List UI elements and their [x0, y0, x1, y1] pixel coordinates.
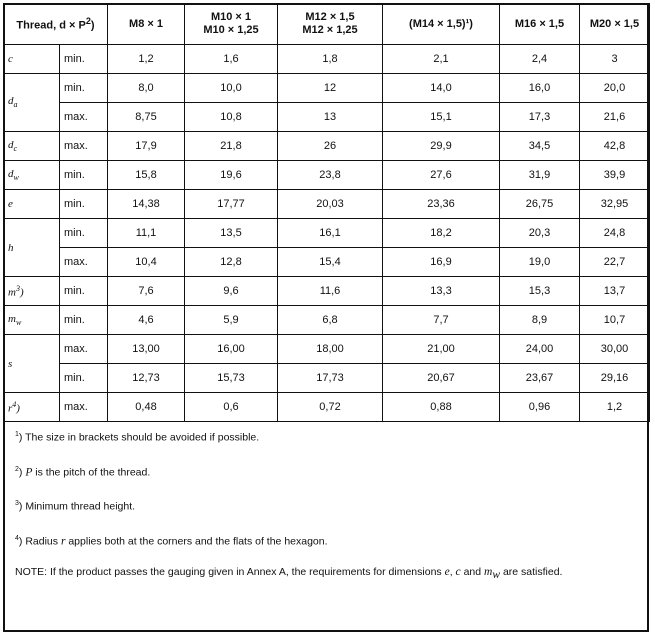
limit-cell: min.	[60, 306, 108, 335]
header-col	[580, 4, 650, 45]
table-note	[15, 566, 637, 582]
table-row	[4, 161, 650, 190]
symbol-superscript: 3	[15, 283, 20, 293]
table-row	[4, 364, 650, 393]
value-cell: 14,0	[383, 74, 500, 103]
symbol-cell	[4, 219, 60, 277]
value-cell: 24,8	[580, 219, 650, 248]
value-cell: 20,0	[580, 74, 650, 103]
symbol-cell	[4, 74, 60, 132]
value-cell: 29,9	[383, 132, 500, 161]
footnote-4: $^4$) Radius r applies both at the corners and the flats of the hexagon.	[15, 534, 328, 547]
value-cell: 16,00	[185, 335, 278, 364]
symbol-letter: d	[8, 167, 14, 180]
limit-cell: min.	[60, 74, 108, 103]
value-cell: 13,00	[108, 335, 185, 364]
value-cell: 13	[278, 103, 383, 132]
value-cell: 17,73	[278, 364, 383, 393]
footnote-variable: r	[60, 535, 66, 547]
table-row	[4, 45, 650, 74]
value-cell: 16,0	[500, 74, 580, 103]
symbol-letter: m	[8, 312, 16, 325]
header-col-line: M10 × 1	[210, 11, 252, 23]
header-col-line: M12 × 1,5	[305, 11, 355, 23]
symbol-subscript: w	[15, 318, 22, 328]
value-cell: 10,8	[185, 103, 278, 132]
symbol-cell: $m^3$)	[4, 277, 60, 306]
symbol-letter: s	[8, 357, 13, 370]
value-cell: 10,4	[108, 248, 185, 277]
value-cell: 5,9	[185, 306, 278, 335]
header-col	[278, 4, 383, 45]
value-cell: 22,7	[580, 248, 650, 277]
value-cell: 39,9	[580, 161, 650, 190]
symbol-cell	[4, 335, 60, 393]
symbol-letter: r	[8, 402, 13, 415]
value-cell: 4,6	[108, 306, 185, 335]
value-cell: 20,03	[278, 190, 383, 219]
note-variable: e	[444, 566, 450, 578]
table-row	[4, 190, 650, 219]
note-text: NOTE: If the product passes the gauging given in Annex A, the requirements for dimensions	[15, 566, 442, 578]
value-cell: 20,67	[383, 364, 500, 393]
thread-dimension-table	[3, 3, 650, 422]
limit-cell: min.	[60, 161, 108, 190]
value-cell: 15,3	[500, 277, 580, 306]
symbol-letter: c	[8, 53, 13, 65]
symbol-letter: m	[8, 286, 16, 299]
note-variable-sub: w	[492, 569, 501, 582]
symbol-cell	[4, 190, 60, 219]
limit-cell: max.	[60, 248, 108, 277]
limit-cell: max.	[60, 103, 108, 132]
footnote-2: $^2$) P is the pitch of the thread.	[15, 465, 151, 478]
footnote-mark: 1	[15, 431, 19, 438]
note-variable: m	[484, 566, 493, 578]
value-cell: 3	[580, 45, 650, 74]
table-row	[4, 103, 650, 132]
value-cell: 12,73	[108, 364, 185, 393]
limit-cell: min.	[60, 219, 108, 248]
header-col-line: (M14 × 1,5)¹)	[409, 17, 473, 30]
header-col	[108, 4, 185, 45]
note-text: ,	[449, 566, 453, 578]
value-cell: 17,9	[108, 132, 185, 161]
symbol-cell	[4, 45, 60, 74]
value-cell: 21,00	[383, 335, 500, 364]
symbol-cell: $r^4$)	[4, 393, 60, 422]
table-row	[4, 393, 650, 422]
value-cell: 1,6	[185, 45, 278, 74]
value-cell: 12,8	[185, 248, 278, 277]
note-text: and	[463, 566, 482, 578]
table-row	[4, 219, 650, 248]
dimension-table-sheet	[3, 3, 649, 632]
value-cell: 8,75	[108, 103, 185, 132]
header-col	[383, 4, 500, 45]
footnote-text: Minimum thread height.	[25, 500, 136, 513]
header-col-line: M8 × 1	[129, 17, 163, 30]
table-row	[4, 248, 650, 277]
value-cell: 13,5	[185, 219, 278, 248]
value-cell: 31,9	[500, 161, 580, 190]
header-thread-sup: 2	[85, 16, 91, 27]
table-row	[4, 74, 650, 103]
value-cell: 15,4	[278, 248, 383, 277]
value-cell: 24,00	[500, 335, 580, 364]
value-cell: 1,2	[108, 45, 185, 74]
value-cell: 17,77	[185, 190, 278, 219]
symbol-superscript: 4	[12, 399, 17, 409]
limit-cell: max.	[60, 335, 108, 364]
footnote-1: $^1$) The size in brackets should be avoided if possible.	[15, 431, 260, 444]
value-cell: 0,88	[383, 393, 500, 422]
value-cell: 0,96	[500, 393, 580, 422]
value-cell: 32,95	[580, 190, 650, 219]
symbol-letter: e	[8, 198, 13, 210]
value-cell: 23,36	[383, 190, 500, 219]
value-cell: 14,38	[108, 190, 185, 219]
header-thread-close: )	[90, 19, 95, 32]
value-cell: 2,4	[500, 45, 580, 74]
value-cell: 12	[278, 74, 383, 103]
table-row	[4, 132, 650, 161]
header-thread-label: Thread, d × P	[16, 19, 86, 32]
value-cell: 8,9	[500, 306, 580, 335]
value-cell: 7,7	[383, 306, 500, 335]
value-cell: 19,6	[185, 161, 278, 190]
limit-cell: min.	[60, 45, 108, 74]
header-row	[4, 4, 650, 45]
value-cell: 0,48	[108, 393, 185, 422]
value-cell: 15,8	[108, 161, 185, 190]
value-cell: 2,1	[383, 45, 500, 74]
value-cell: 11,1	[108, 219, 185, 248]
table-body	[4, 45, 650, 422]
symbol-cell	[4, 161, 60, 190]
footnote-text: Radius	[25, 535, 59, 547]
header-col-line: M10 × 1,25	[203, 24, 259, 36]
footnote-variable: P	[25, 466, 33, 478]
symbol-cell	[4, 132, 60, 161]
value-cell: 19,0	[500, 248, 580, 277]
symbol-letter: d	[8, 95, 14, 108]
limit-cell: min.	[60, 364, 108, 393]
value-cell: 16,9	[383, 248, 500, 277]
value-cell: 13,3	[383, 277, 500, 306]
symbol-letter: h	[8, 241, 14, 254]
value-cell: 15,1	[383, 103, 500, 132]
symbol-letter: d	[8, 138, 14, 151]
value-cell: 9,6	[185, 277, 278, 306]
symbol-subscript: w	[13, 173, 19, 183]
value-cell: 0,6	[185, 393, 278, 422]
value-cell: 10,0	[185, 74, 278, 103]
note-variable: c	[455, 566, 461, 578]
footnote-text: The size in brackets should be avoided if possible.	[25, 431, 260, 444]
header-thread	[4, 4, 108, 45]
value-cell: 0,72	[278, 393, 383, 422]
limit-cell: max.	[60, 132, 108, 161]
value-cell: 18,00	[278, 335, 383, 364]
footnote-mark: 4	[15, 534, 19, 542]
value-cell: 23,67	[500, 364, 580, 393]
value-cell: 1,8	[278, 45, 383, 74]
header-col-line: M12 × 1,25	[302, 24, 358, 36]
symbol-subscript: c	[13, 144, 18, 154]
footnote-mark: 2	[15, 465, 19, 473]
value-cell: 29,16	[580, 364, 650, 393]
value-cell: 10,7	[580, 306, 650, 335]
value-cell: 16,1	[278, 219, 383, 248]
value-cell: 26,75	[500, 190, 580, 219]
symbol-subscript: a	[13, 100, 18, 110]
value-cell: 30,00	[580, 335, 650, 364]
limit-cell: min.	[60, 190, 108, 219]
note-text: are satisfied.	[502, 566, 563, 578]
footnote-mark: 3	[15, 500, 19, 507]
header-col-line: M16 × 1,5	[514, 17, 565, 30]
footnote-3: $^3$) Minimum thread height.	[15, 500, 136, 513]
table-row	[4, 277, 650, 306]
value-cell: 15,73	[185, 364, 278, 393]
limit-cell: max.	[60, 393, 108, 422]
table-row	[4, 306, 650, 335]
value-cell: 13,7	[580, 277, 650, 306]
table-row	[4, 335, 650, 364]
value-cell: 42,8	[580, 132, 650, 161]
value-cell: 23,8	[278, 161, 383, 190]
value-cell: 11,6	[278, 277, 383, 306]
footnotes	[5, 422, 647, 582]
footnote-text: is the pitch of the thread.	[35, 466, 151, 478]
footnote-text: applies both at the corners and the flats of the hexagon.	[68, 535, 328, 547]
value-cell: 34,5	[500, 132, 580, 161]
value-cell: 26	[278, 132, 383, 161]
symbol-cell	[4, 306, 60, 335]
limit-cell: min.	[60, 277, 108, 306]
header-col	[500, 4, 580, 45]
value-cell: 27,6	[383, 161, 500, 190]
header-col-line: M20 × 1,5	[589, 17, 640, 30]
value-cell: 20,3	[500, 219, 580, 248]
value-cell: 8,0	[108, 74, 185, 103]
value-cell: 18,2	[383, 219, 500, 248]
value-cell: 1,2	[580, 393, 650, 422]
value-cell: 21,8	[185, 132, 278, 161]
value-cell: 17,3	[500, 103, 580, 132]
value-cell: 7,6	[108, 277, 185, 306]
header-col	[185, 4, 278, 45]
value-cell: 6,8	[278, 306, 383, 335]
value-cell: 21,6	[580, 103, 650, 132]
